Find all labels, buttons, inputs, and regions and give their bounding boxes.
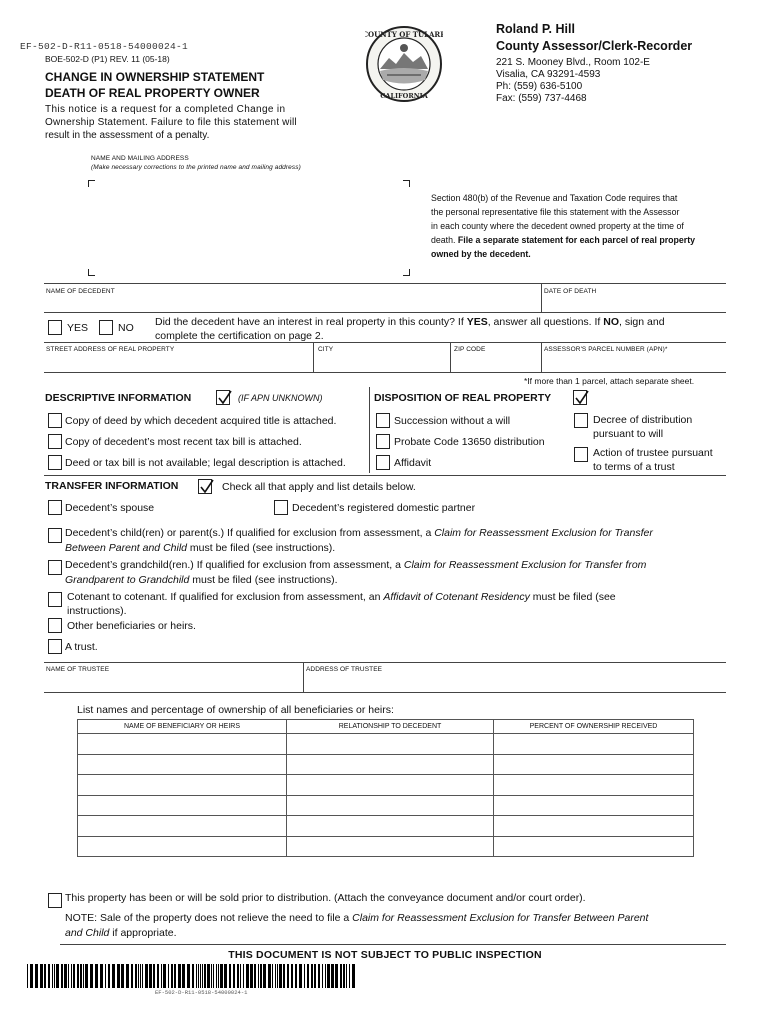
question-text: , answer all questions. If [487,316,604,328]
yes-label: YES [67,322,89,334]
transfer-heading: TRANSFER INFORMATION [45,480,179,492]
barcode-bar [254,964,256,988]
sold-prior-checkbox[interactable] [48,893,62,908]
barcode-bar [275,964,276,988]
barcode-bar [258,964,259,988]
no-label: NO [118,322,134,334]
barcode-bar [182,964,185,988]
descriptive-note: (IF APN UNKNOWN) [238,393,323,403]
relationship-cell[interactable] [287,734,494,755]
divider [44,342,726,343]
barcode-bar [48,964,50,988]
barcode-bar [279,964,282,988]
cotenant-line2: instructions). [67,605,127,617]
trust-label: A trust. [65,641,98,653]
table-row [78,775,694,796]
child-parent-line2 [65,542,335,554]
relationship-cell[interactable] [287,795,494,816]
divider [303,662,304,692]
trustee-action-label-line2: to terms of a trust [593,461,675,473]
other-beneficiaries-label: Other beneficiaries or heirs. [67,620,196,632]
barcode-bar [135,964,137,988]
barcode-bar [349,964,350,988]
divider [369,387,370,473]
real-property-question-line2: complete the certification on page 2. [155,330,324,342]
decree-label-line2: pursuant to will [593,428,664,440]
grandchild-line1 [65,559,646,571]
address-of-trustee-label: ADDRESS OF TRUSTEE [306,666,383,673]
section-480b-text [431,191,731,261]
barcode-bar [153,964,155,988]
divider [44,475,726,476]
barcode-bar [200,964,201,988]
name-mailing-label: NAME AND MAILING ADDRESS [91,155,189,162]
street-address-label: STREET ADDRESS OF REAL PROPERTY [46,346,175,353]
divider [44,692,726,693]
no-checkbox[interactable] [99,320,113,335]
beneficiary-name-cell[interactable] [78,775,287,796]
beneficiary-name-cell[interactable] [78,795,287,816]
grandchild-line2 [65,574,338,586]
barcode-bar [80,964,82,988]
barcode-bar [105,964,106,988]
form-number: BOE-502-D (P1) REV. 11 (05-18) [45,54,170,64]
barcode-bar [90,964,93,988]
note-line1 [65,912,648,924]
legal-description-label: Deed or tax bill is not available; legal description is attached. [65,457,346,469]
transfer-checkbox[interactable] [198,479,212,494]
table-row [78,816,694,837]
barcode-bar [171,964,173,988]
trustee-action-checkbox[interactable] [574,447,588,462]
apn-field[interactable] [543,354,726,372]
barcode-bar [100,964,103,988]
footer-public-inspection: THIS DOCUMENT IS NOT SUBJECT TO PUBLIC INSPECTION [228,949,542,961]
divider [60,944,726,945]
barcode-bar [202,964,203,988]
mailing-address-area[interactable] [88,180,410,276]
barcode-bar [207,964,210,988]
grand-text: Decedent’s grandchild(ren.) If qualified for exclusion from assessment, a [65,559,404,571]
section-line3: in each county where the decedent owned property at the time of [431,221,684,231]
barcode-bar [240,964,241,988]
barcode-bar [35,964,38,988]
barcode-bar [237,964,239,988]
name-mailing-note: (Make necessary corrections to the printed name and mailing address) [91,164,301,171]
barcode-bar [211,964,212,988]
barcode-bar [61,964,63,988]
assessor-fax: Fax: (559) 737-4468 [496,93,587,104]
divider [541,283,542,312]
section-line5-bold: owned by the decedent. [431,249,531,259]
table-row [78,754,694,775]
real-property-question [155,316,665,328]
percent-cell[interactable] [494,795,694,816]
barcode-bar [331,964,334,988]
barcode-bar [277,964,278,988]
name-of-trustee-field[interactable] [44,674,302,692]
divider [541,342,542,372]
barcode-bar [283,964,285,988]
descriptive-checkbox[interactable] [216,390,230,405]
cotenant-checkbox[interactable] [48,592,62,607]
percent-cell[interactable] [494,775,694,796]
barcode-text: EF-502-D-R11-0518-54000024-1 [155,989,248,996]
date-of-death-field[interactable] [543,295,726,312]
corner-mark-icon [403,269,410,276]
disposition-heading: DISPOSITION OF REAL PROPERTY [374,392,552,404]
trust-checkbox[interactable] [48,639,62,654]
assessor-title: County Assessor/Clerk-Recorder [496,39,693,53]
county-seal-logo [365,25,443,103]
cotenant-text: must be filed (see [529,591,616,603]
spouse-label: Decedent’s spouse [65,502,155,514]
succession-label: Succession without a will [394,415,511,427]
barcode-bar [56,964,59,988]
barcode-bar [295,964,297,988]
corner-mark-icon [403,180,410,187]
barcode-bar [224,964,227,988]
barcode-bar [77,964,79,988]
decree-label-line1: Decree of distribution [593,414,693,426]
barcode-bar [117,964,120,988]
barcode-bar [213,964,214,988]
succession-checkbox[interactable] [376,413,390,428]
corner-mark-icon [88,180,95,187]
beneficiary-name-cell[interactable] [78,734,287,755]
domestic-partner-label: Decedent’s registered domestic partner [292,502,476,514]
barcode-bar [325,964,326,988]
barcode-bar [314,964,316,988]
barcode-bar [131,964,133,988]
grand-form-name: Grandparent to Grandchild [65,574,190,586]
barcode-bar [126,964,129,988]
trustee-action-label-line1: Action of trustee pursuant [593,447,713,459]
notice-line3: result in the assessment of a penalty. [45,130,210,141]
cotenant-text: Cotenant to cotenant. If qualified for exclusion from assessment, an [67,591,384,603]
barcode-bar [112,964,115,988]
affidavit-checkbox[interactable] [376,455,390,470]
barcode-bar [343,964,345,988]
seal-bottom-text: CALIFORNIA [380,92,428,100]
percent-cell[interactable] [494,734,694,755]
barcode-bar [246,964,249,988]
cotenant-form-name: Affidavit of Cotenant Residency [383,591,530,603]
barcode-bar [322,964,323,988]
child-text: Decedent’s child(ren) or parent(s.) If qualified for exclusion from assessment, a [65,527,435,539]
barcode-bar [198,964,199,988]
barcode-bar [52,964,53,988]
deed-copy-label: Copy of deed by which decedent acquired title is attached. [65,415,337,427]
barcode-bar [220,964,223,988]
question-no: NO [603,316,620,328]
child-parent-checkbox[interactable] [48,528,62,543]
barcode-bar [108,964,110,988]
barcode-bar [64,964,67,988]
barcode-bar [250,964,253,988]
section-line4-bold: File a separate statement for each parcel of real property [457,235,696,245]
transfer-instruction: Check all that apply and list details below. [222,481,416,493]
barcode-bar [218,964,219,988]
street-address-field[interactable] [44,354,312,372]
date-of-death-label: DATE OF DEATH [544,288,597,295]
assessor-address1: 221 S. Mooney Blvd., Room 102-E [496,57,650,68]
beneficiary-name-cell[interactable] [78,816,287,837]
divider [44,372,726,373]
note-form-name: and Child [65,927,110,939]
section-line4-plain: death. [431,235,458,245]
probate-checkbox[interactable] [376,434,390,449]
legal-description-checkbox[interactable] [48,455,62,470]
question-yes: YES [466,316,488,328]
barcode-bar [30,964,33,988]
percent-cell[interactable] [494,816,694,837]
barcode-bar [178,964,181,988]
table-row [78,734,694,755]
percent-cell[interactable] [494,754,694,775]
barcode-bar [287,964,289,988]
barcode-bar [44,964,46,988]
barcode-bar [140,964,141,988]
barcode-bar [304,964,305,988]
zip-code-field[interactable] [451,354,540,372]
barcode-bar [142,964,143,988]
city-field[interactable] [314,354,449,372]
barcode-bar [174,964,176,988]
assessor-address2: Visalia, CA 93291-4593 [496,69,601,80]
table-row [78,836,694,857]
notice-line1: This notice is a request for a completed Change in [45,104,286,115]
zip-code-label: ZIP CODE [454,346,486,353]
beneficiaries-intro: List names and percentage of ownership of all beneficiaries or heirs: [77,704,394,716]
descriptive-heading: DESCRIPTIVE INFORMATION [45,392,192,404]
note-form-name: Claim for Reassessment Exclusion for Transfer Between Parent [352,912,649,924]
checkmark-icon [199,479,215,495]
seal-top-text: COUNTY OF TULARE [365,30,443,39]
barcode-bar [68,964,69,988]
corner-mark-icon [88,269,95,276]
relationship-cell[interactable] [287,816,494,837]
relationship-cell[interactable] [287,836,494,857]
section-line2: the personal representative file this statement with the Assessor [431,207,680,217]
tax-bill-label: Copy of decedent’s most recent tax bill is attached. [65,436,302,448]
barcode-bar [27,964,28,988]
barcode-bar [161,964,162,988]
barcode-bar [163,964,166,988]
column-header: RELATIONSHIP TO DECEDENT [287,720,494,734]
name-of-decedent-field[interactable] [44,295,540,312]
divider [44,662,726,663]
barcode-bar [145,964,148,988]
checkmark-icon [574,390,590,406]
column-header: PERCENT OF OWNERSHIP RECEIVED [494,720,694,734]
cotenant-line1 [67,591,616,603]
barcode-image [27,964,355,988]
child-form-name: Between Parent and Child [65,542,187,554]
section-line1: Section 480(b) of the Revenue and Taxation Code requires that [431,193,678,203]
percent-cell[interactable] [494,836,694,857]
barcode-bar [229,964,231,988]
barcode-bar [73,964,75,988]
child-parent-line1 [65,527,653,539]
note-line2 [65,927,177,939]
name-of-trustee-label: NAME OF TRUSTEE [46,666,110,673]
child-text: must be filed (see instructions). [187,542,336,554]
barcode-bar [54,964,55,988]
domestic-partner-checkbox[interactable] [274,500,288,515]
barcode-bar [71,964,72,988]
affidavit-label: Affidavit [394,457,432,469]
spouse-checkbox[interactable] [48,500,62,515]
barcode-bar [196,964,197,988]
other-beneficiaries-checkbox[interactable] [48,618,62,633]
disposition-checkbox[interactable] [573,390,587,405]
barcode-bar [340,964,342,988]
barcode-bar [187,964,190,988]
barcode-bar [272,964,273,988]
city-label: CITY [318,346,334,353]
barcode-bar [233,964,235,988]
barcode-bar [291,964,293,988]
barcode-bar [335,964,338,988]
barcode-bar [138,964,139,988]
barcode-bar [85,964,88,988]
beneficiary-name-cell[interactable] [78,836,287,857]
barcode-bar [243,964,244,988]
table-row [78,795,694,816]
decree-checkbox[interactable] [574,413,588,428]
deed-copy-checkbox[interactable] [48,413,62,428]
assessor-name: Roland P. Hill [496,22,575,36]
grandchild-checkbox[interactable] [48,560,62,575]
barcode-bar [327,964,330,988]
relationship-cell[interactable] [287,775,494,796]
barcode-bar [346,964,347,988]
tax-bill-checkbox[interactable] [48,434,62,449]
barcode-bar [260,964,262,988]
barcode-bar [307,964,309,988]
barcode-bar [121,964,124,988]
beneficiaries-table [77,719,694,857]
note-text: NOTE: Sale of the property does not relieve the need to file a [65,912,353,924]
barcode-bar [318,964,320,988]
address-of-trustee-field[interactable] [305,674,726,692]
barcode-bar [95,964,98,988]
column-header: NAME OF BENEFICIARY OR HEIRS [78,720,287,734]
barcode-bar [299,964,302,988]
barcode-bar [216,964,217,988]
barcode-bar [40,964,43,988]
question-text: , sign and [619,316,665,328]
notice-line2: Ownership Statement. Failure to file this statement will [45,117,297,128]
form-title-line2: DEATH OF REAL PROPERTY OWNER [45,86,260,100]
table-header-row [78,720,694,734]
barcode-bar [263,964,266,988]
barcode-bar [83,964,84,988]
yes-checkbox[interactable] [48,320,62,335]
divider [44,312,726,313]
note-text: if appropriate. [109,927,177,939]
apn-label: ASSESSOR'S PARCEL NUMBER (APN)* [544,346,668,353]
beneficiary-name-cell[interactable] [78,754,287,775]
question-text: Did the decedent have an interest in real property in this county? If [155,316,467,328]
grand-form-name: Claim for Reassessment Exclusion for Transfer from [403,559,647,571]
form-id-code: EF-502-D-R11-0518-54000024-1 [20,41,189,52]
barcode-bar [168,964,169,988]
grand-text: must be filed (see instructions). [189,574,338,586]
checkmark-icon [217,390,233,406]
barcode-bar [311,964,313,988]
relationship-cell[interactable] [287,754,494,775]
form-title-line1: CHANGE IN OWNERSHIP STATEMENT [45,70,265,84]
barcode-bar [268,964,271,988]
divider [44,283,726,284]
barcode-bar [157,964,159,988]
barcode-bar [204,964,206,988]
barcode-bar [352,964,355,988]
sold-prior-label: This property has been or will be sold prior to distribution. (Attach the conveyance document and/or court order). [65,892,586,904]
barcode-bar [192,964,194,988]
barcode-bar [149,964,152,988]
probate-label: Probate Code 13650 distribution [394,436,545,448]
assessor-phone: Ph: (559) 636-5100 [496,81,583,92]
name-of-decedent-label: NAME OF DECEDENT [46,288,115,295]
child-form-name: Claim for Reassessment Exclusion for Transfer [434,527,653,539]
apn-note: *If more than 1 parcel, attach separate sheet. [524,376,695,386]
